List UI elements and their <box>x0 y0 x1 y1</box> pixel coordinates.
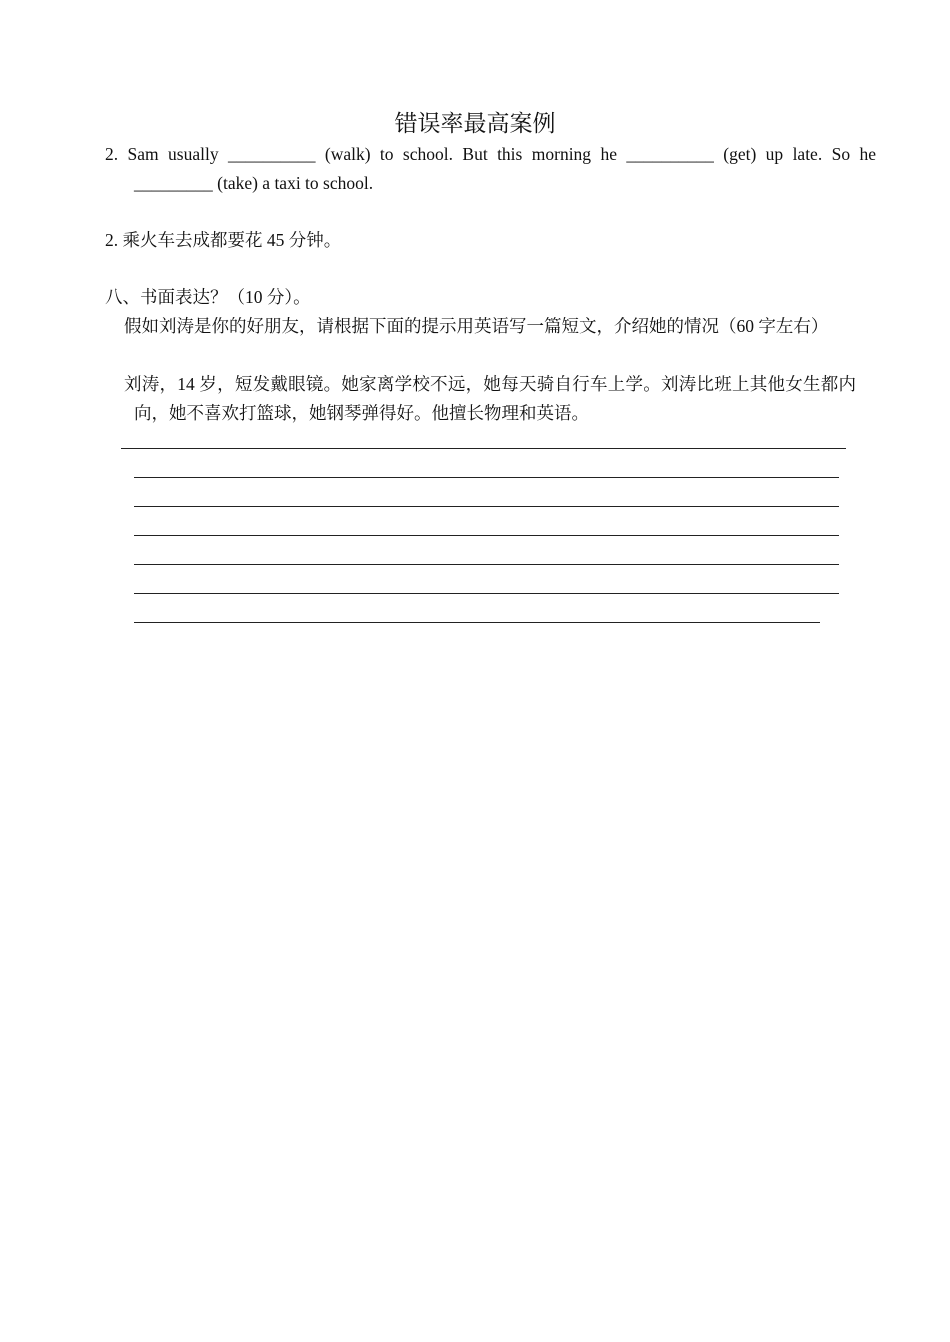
question-2-chinese: 2. 乘火车去成都要花 45 分钟。 <box>105 230 342 250</box>
writing-hints: 刘涛，14 岁，短发戴眼镜。她家离学校不远，她每天骑自行车上学。刘涛比班上其他女生都内向，她不喜欢打篮球，她钢琴弹得好。他擅长物理和英语。 <box>124 374 856 423</box>
answer-line-1 <box>121 448 846 449</box>
page-title: 错误率最高案例 <box>394 111 556 136</box>
answer-line-3 <box>134 506 839 507</box>
answer-line-7 <box>134 622 820 623</box>
answer-line-5 <box>134 564 839 565</box>
answer-line-2 <box>134 477 839 478</box>
section-8-heading: 八、书面表达？（10 分）。 <box>105 287 311 307</box>
answer-line-4 <box>134 535 839 536</box>
answer-line-6 <box>134 593 839 594</box>
question-2-english: 2. Sam usually __________ (walk) to school. But this morning he __________ (get) up late. So he _________ (take) a taxi to school. <box>105 144 876 193</box>
writing-instruction: 假如刘涛是你的好朋友，请根据下面的提示用英语写一篇短文，介绍她的情况（60 字左右） <box>124 316 829 336</box>
